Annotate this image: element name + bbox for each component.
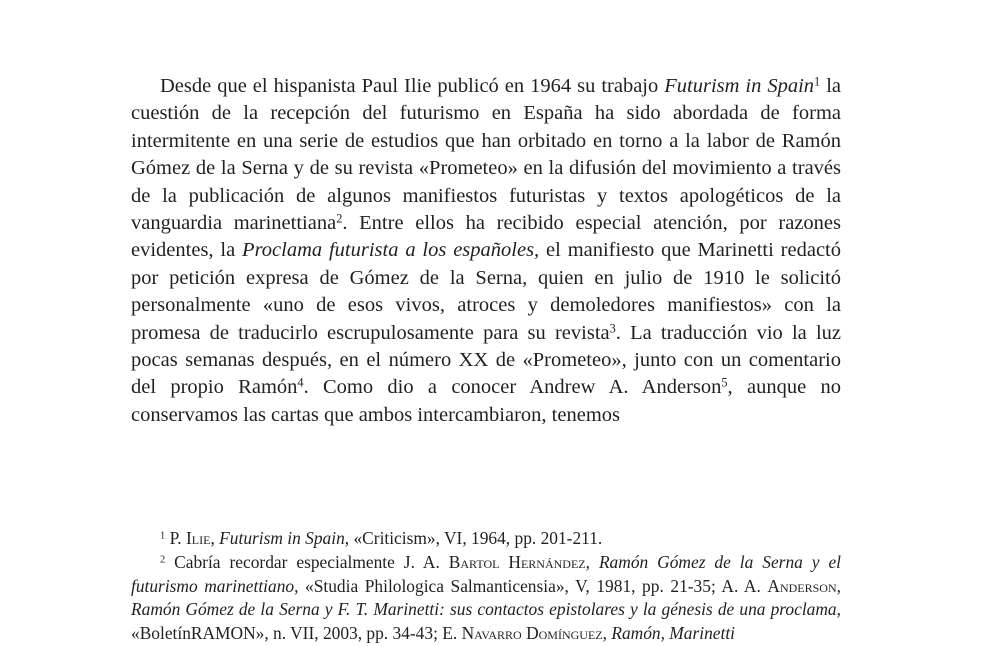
author-name: Navarro Domínguez xyxy=(461,623,603,644)
author-name: Bartol Hernández xyxy=(448,551,586,572)
cited-title: Ramón, Marinetti xyxy=(611,623,735,644)
text-run: , xyxy=(836,575,841,596)
text-run: P. xyxy=(165,528,187,548)
text-run: . Como dio a conocer Andrew A. Anderson xyxy=(303,376,722,399)
text-run: , xyxy=(585,551,599,572)
footnote-ref-5[interactable]: 5 xyxy=(721,375,728,390)
book-title: Futurism in Spain xyxy=(664,75,815,97)
footnote-number: 2 xyxy=(160,554,166,566)
author-name: Ilie xyxy=(186,528,211,548)
footnote-2 xyxy=(131,551,841,646)
text-run: el manifiesto que Marinetti redactó por petición expresa de Gómez de la Serna, quien en julio de 1910 le solicitó personalmente «uno de esos vivos, atroces y demoledores manifiestos» con la promesa de traducirlo escrupulosamente para su revista xyxy=(131,239,841,344)
footnote-ref-1[interactable]: 1 xyxy=(814,74,821,89)
text-run: , aunque no conservamos las cartas que ambos intercambiaron, tenemos xyxy=(131,376,841,426)
text-run: , «Criticism», VI, 1964, pp. 201-211. xyxy=(344,528,603,548)
text-run: , xyxy=(210,528,220,548)
footnote-1 xyxy=(131,527,841,551)
cited-title: Futurism in Spain xyxy=(219,528,345,548)
manifesto-title: Proclama futurista a los españoles, xyxy=(242,239,540,262)
cited-title: Ramón Gómez de la Serna y F. T. Marinetti: sus contactos epistolares y la génesis de una proclama xyxy=(131,599,837,620)
body-paragraph xyxy=(131,73,841,429)
text-run: Cabría recordar especialmente J. A. xyxy=(165,551,449,572)
text-run: «Studia Philologica Salmanticensia», V, 1981, pp. 21-35; A. A. xyxy=(298,575,768,596)
footnote-ref-4[interactable]: 4 xyxy=(297,375,304,390)
footnote-number: 1 xyxy=(160,530,166,542)
text-run: , «BoletínRAMON», n. VII, 2003, pp. 34-43; E. xyxy=(131,599,841,644)
cited-title: Ramón Gómez de la Serna y el futurismo marinettiano, xyxy=(131,551,842,596)
text-run: . Entre ellos ha recibido especial atención, por razones evidentes, la xyxy=(131,212,841,262)
footnote-ref-2[interactable]: 2 xyxy=(336,211,343,226)
text-run: . La traducción vio la luz pocas semanas después, en el número XX de «Prometeo», junto con un comentario del propio Ramón xyxy=(131,321,842,399)
text-run: Desde que el hispanista Paul Ilie publicó en 1964 su trabajo xyxy=(160,75,665,97)
text-run: la cuestión de la recepción del futurismo en España ha sido abordada de forma intermitente en una serie de estudios que han orbitado en torno a la labor de Ramón Gómez de la Serna y de su revista «Prometeo» en la difusión del movimiento a través de la publicación de algunos manifiestos futuristas y textos apologéticos de la vanguardia marinettiana xyxy=(131,75,841,235)
footnote-ref-3[interactable]: 3 xyxy=(609,320,616,335)
footnotes-section xyxy=(131,527,841,646)
author-name: Anderson xyxy=(767,575,837,596)
text-run: , xyxy=(602,623,612,644)
